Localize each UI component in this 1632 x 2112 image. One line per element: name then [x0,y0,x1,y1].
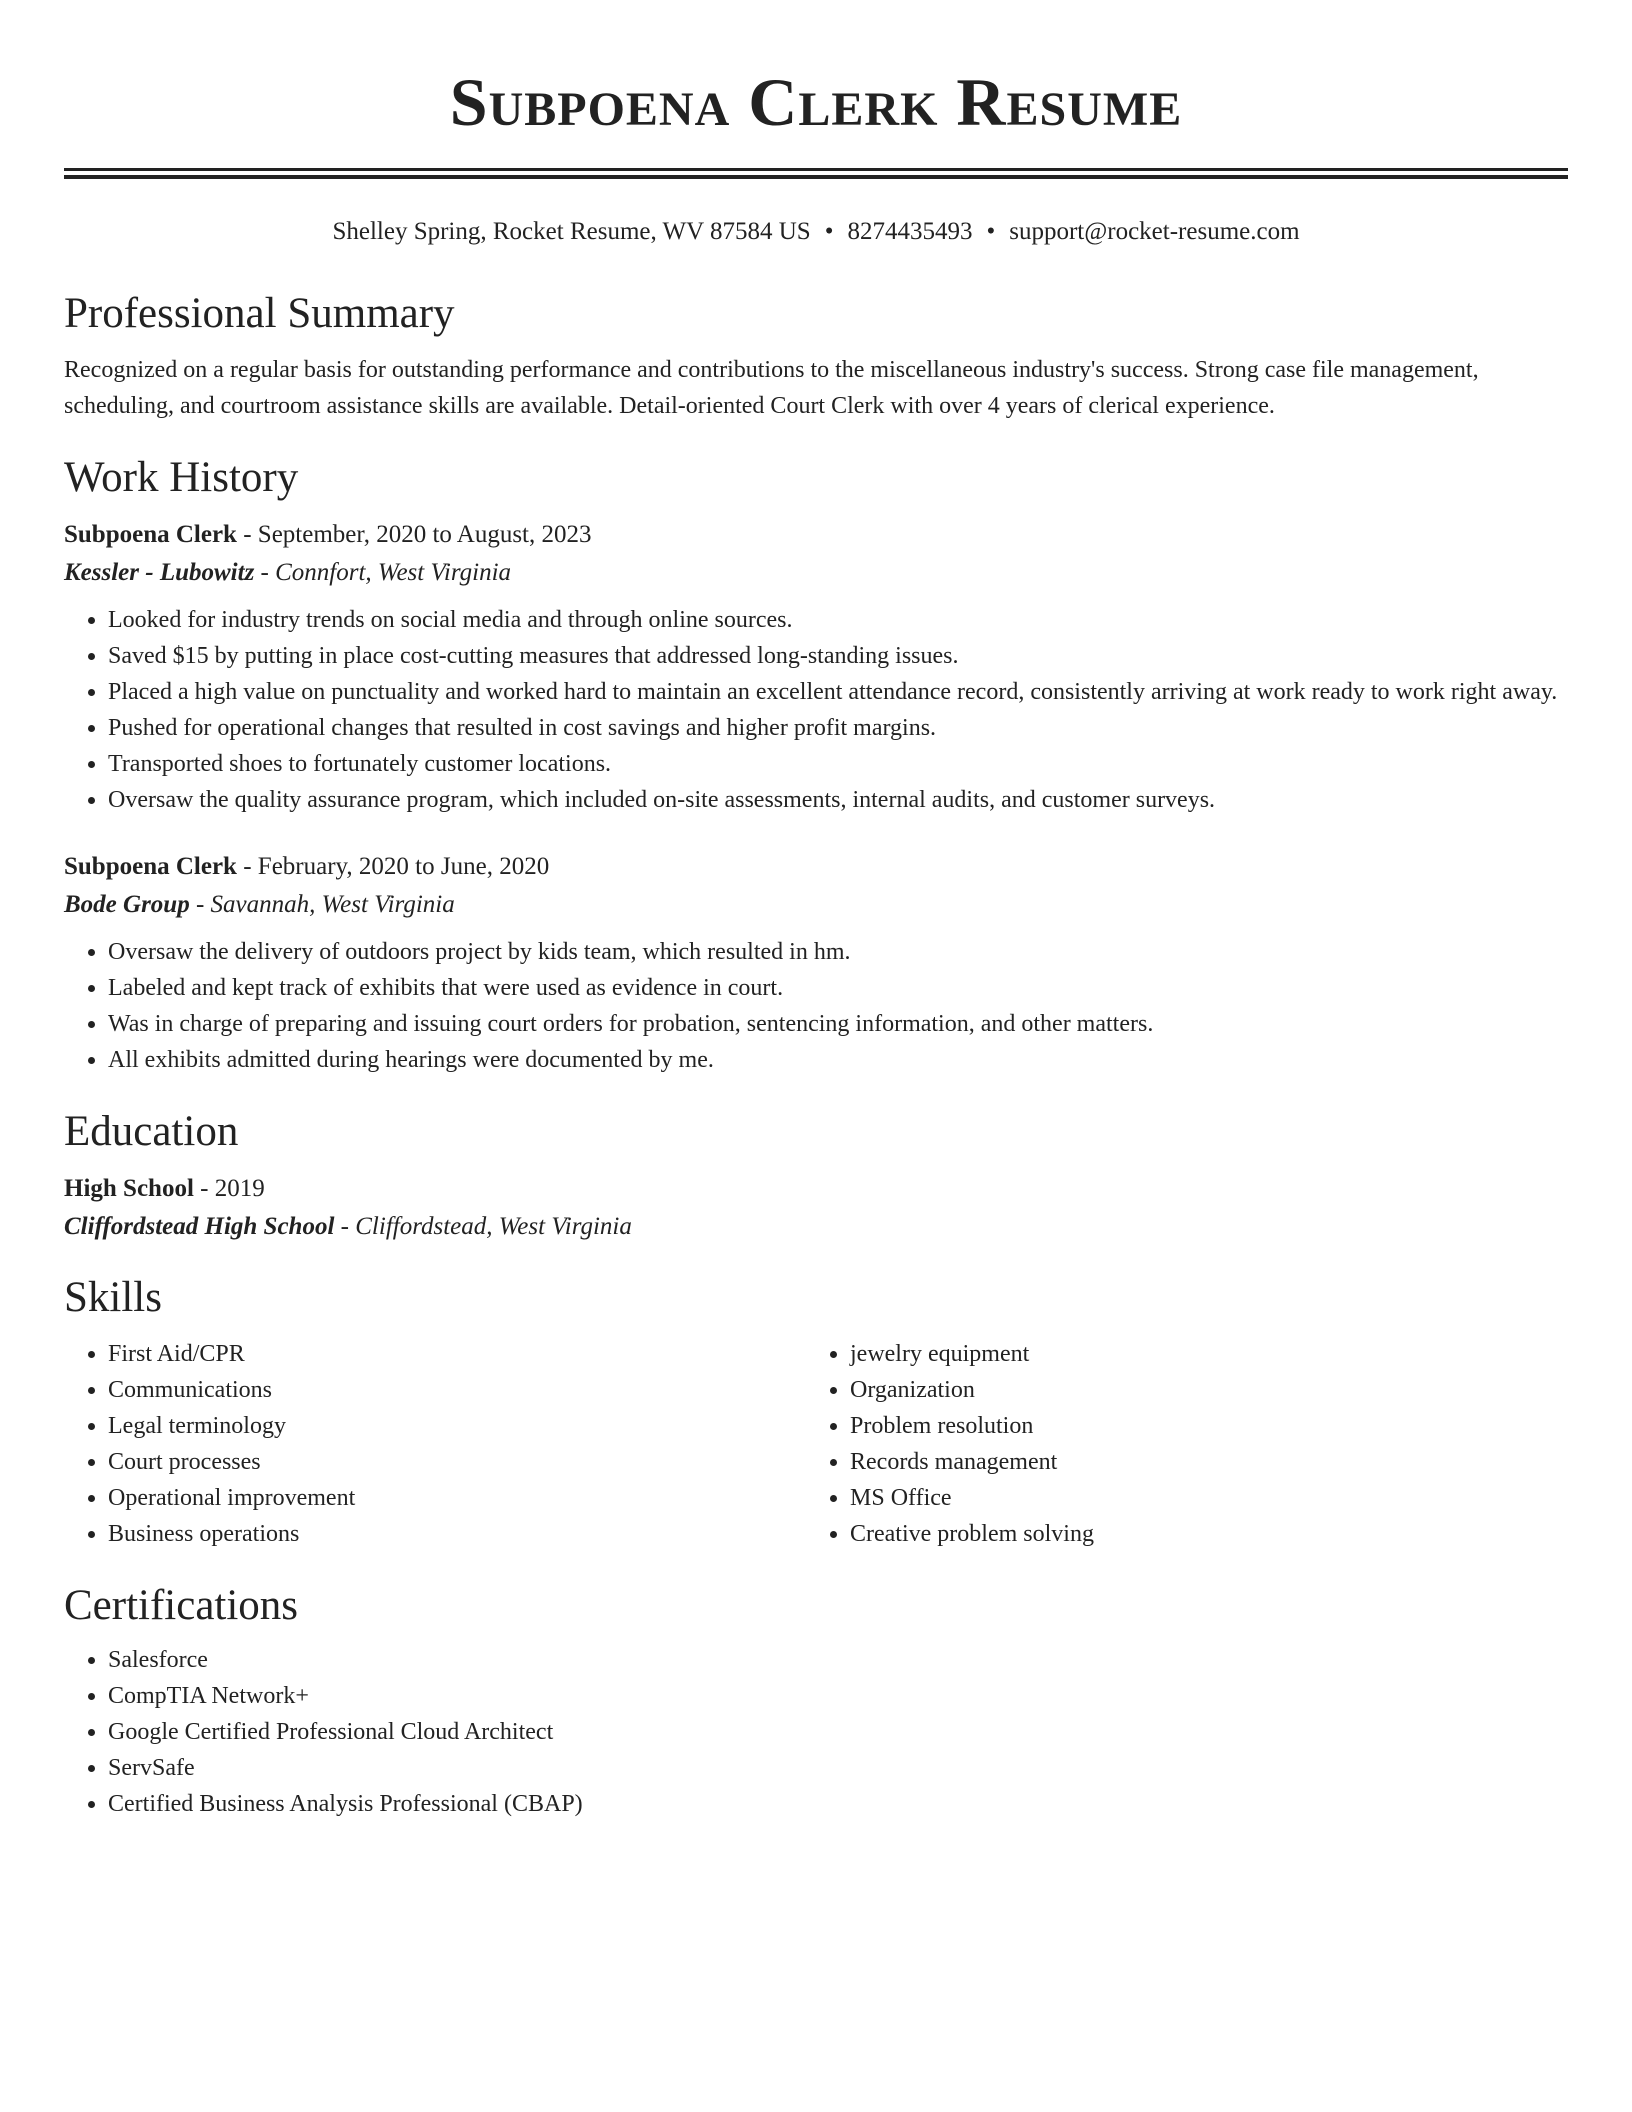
certifications-list [64,1642,1568,1822]
skill-item: • Records management [850,1444,1568,1480]
job-entry [64,516,1568,818]
certification-item: • Google Certified Professional Cloud Architect [108,1714,1568,1750]
skill-item: • Creative problem solving [850,1516,1568,1552]
certification-item: • Certified Business Analysis Professional (CBAP) [108,1786,1568,1822]
contact-phone: 8274435493 [847,218,973,245]
job-title-line [64,516,1568,554]
skill-item: • Problem resolution [850,1408,1568,1444]
list-item: • Transported shoes to fortunately customer locations. [108,746,1568,782]
skills-list-right [806,1336,1568,1552]
job-role: Subpoena Clerk [64,853,237,880]
degree-name: High School [64,1175,194,1202]
employer-location: - Savannah, West Virginia [189,891,455,918]
list-item: • Was in charge of preparing and issuing court orders for probation, sentencing information, and other matters. [108,1006,1568,1042]
job-bullets [64,934,1568,1078]
certification-item: • Salesforce [108,1642,1568,1678]
degree-line [64,1170,1568,1208]
summary-text: Recognized on a regular basis for outstanding performance and contributions to the miscellaneous industry's success. Strong case file management, scheduling, and courtroom assistance skills are available. Detail-oriented Court Clerk with over 4 years of clerical experience. [64,357,1479,419]
list-item: • Oversaw the delivery of outdoors project by kids team, which resulted in hm. [108,934,1568,970]
section-heading-work-history: Work History [64,454,299,501]
employer-line [64,554,1568,592]
education-entry [64,1170,1568,1246]
list-item: • All exhibits admitted during hearings were documented by me. [108,1042,1568,1078]
school-location: - Cliffordstead, West Virginia [334,1213,632,1240]
contact-separator: • [986,218,996,245]
school-name: Cliffordstead High School [64,1213,335,1240]
resume-title: Subpoena Clerk Resume [449,64,1183,140]
list-item: • Looked for industry trends on social media and through online sources. [108,602,1568,638]
skills-grid [64,1336,1568,1552]
contact-line [64,216,1568,248]
employer-line [64,886,1568,924]
contact-separator: • [824,218,834,245]
employer-name: Kessler - Lubowitz [64,559,255,586]
job-title-line [64,848,1568,886]
skill-item: • MS Office [850,1480,1568,1516]
skill-item: • Organization [850,1372,1568,1408]
section-heading-summary: Professional Summary [64,290,455,337]
skill-item: • Legal terminology [108,1408,806,1444]
list-item: • Saved $15 by putting in place cost-cutting measures that addressed long-standing issues. [108,638,1568,674]
skill-item: • Court processes [108,1444,806,1480]
list-item: • Pushed for operational changes that resulted in cost savings and higher profit margins. [108,710,1568,746]
section-heading-education: Education [64,1108,239,1155]
skill-item: • Communications [108,1372,806,1408]
skills-list-left [64,1336,806,1552]
skill-item: • First Aid/CPR [108,1336,806,1372]
job-bullets [64,602,1568,818]
skill-item: • Business operations [108,1516,806,1552]
employer-location: - Connfort, West Virginia [254,559,512,586]
section-heading-skills: Skills [64,1274,162,1321]
title-divider [64,168,1568,179]
school-line [64,1208,1568,1246]
degree-year: - 2019 [193,1175,265,1202]
contact-address: Shelley Spring, Rocket Resume, WV 87584 US [332,218,811,245]
skill-item: • jewelry equipment [850,1336,1568,1372]
certification-item: • ServSafe [108,1750,1568,1786]
skill-item: • Operational improvement [108,1480,806,1516]
contact-email: support@rocket-resume.com [1009,218,1300,245]
list-item: • Labeled and kept track of exhibits that were used as evidence in court. [108,970,1568,1006]
job-role: Subpoena Clerk [64,521,237,548]
employer-name: Bode Group [64,891,190,918]
certification-item: • CompTIA Network+ [108,1678,1568,1714]
section-heading-certifications: Certifications [64,1582,299,1629]
job-dates: - September, 2020 to August, 2023 [236,521,592,548]
job-dates: - February, 2020 to June, 2020 [236,853,550,880]
list-item: • Oversaw the quality assurance program, which included on-site assessments, internal audits, and customer surveys. [108,782,1568,818]
list-item: • Placed a high value on punctuality and worked hard to maintain an excellent attendance record, consistently arriving at work ready to work right away. [108,674,1568,710]
job-entry [64,848,1568,1078]
